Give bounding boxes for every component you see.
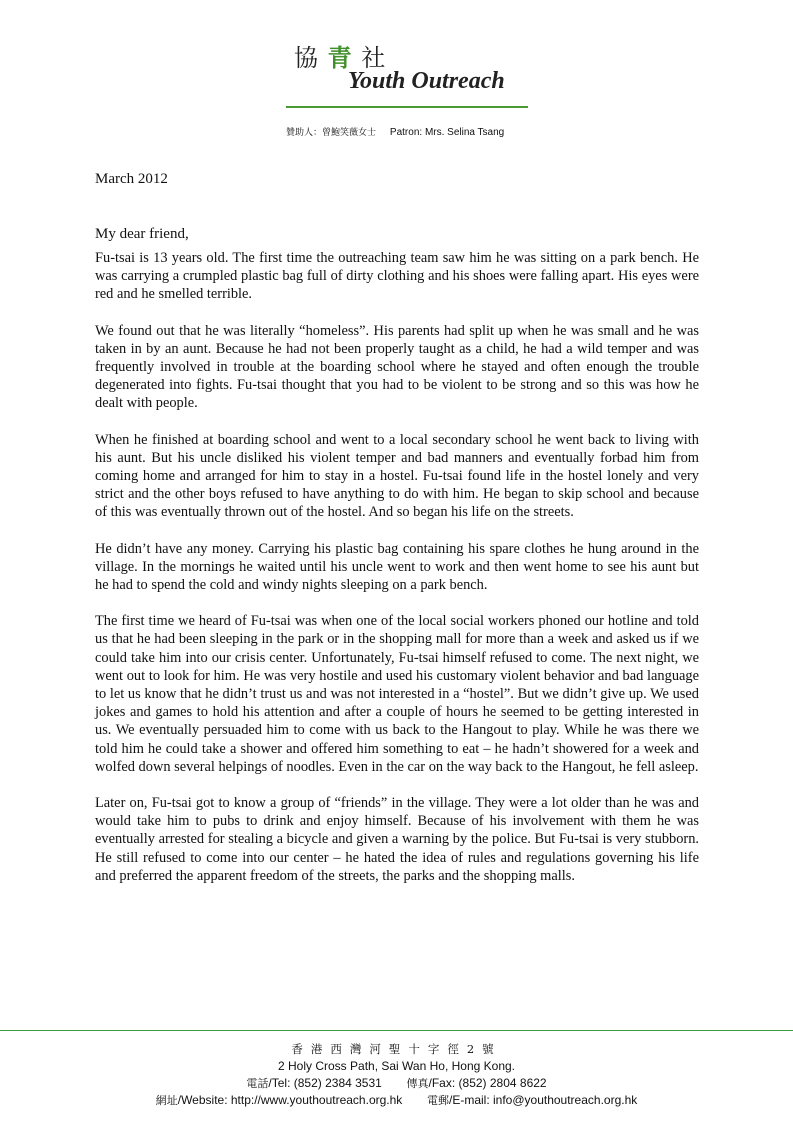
website-label-chinese: 網址 bbox=[155, 1094, 178, 1107]
logo-underline bbox=[286, 106, 528, 108]
logo-english-name: Youth Outreach bbox=[348, 68, 505, 94]
paragraph-3: When he finished at boarding school and went to a local secondary school he went back to living with his aunt. But his uncle disliked his violent temper and bad manners and eventually forbad him from coming home and arranged for him to stay in a hostel. Fu-tsai found life in the hostel lonely and very strict and the other boys refused to have anything to do with him. He began to skip school and because of this was eventually thrown out of the hostel. And so began his life on the streets. bbox=[95, 431, 699, 521]
logo-char-3: 社 bbox=[361, 44, 387, 72]
letter-salutation: My dear friend, bbox=[95, 226, 189, 242]
logo-char-1: 協 bbox=[294, 44, 319, 72]
patron-chinese: 贊助人：曾鮑笑薇女士 bbox=[286, 128, 377, 138]
footer bbox=[0, 1041, 793, 1109]
web-email-line bbox=[0, 1092, 793, 1109]
fax-number: /Fax: (852) 2804 8622 bbox=[428, 1076, 547, 1090]
email-link[interactable]: /E-mail: info@youthoutreach.org.hk bbox=[448, 1093, 638, 1107]
paragraph-2: We found out that he was literally “homeless”. His parents had split up when he was small and he was taken in by an aunt. Because he had not been properly taught as a child, he had a wild temper and was frequently involved in trouble at the boarding school where he stayed and often enough the trouble degenerated into fights. Fu-tsai thought that you had to be violent to be strong and so this was how he dealt with people. bbox=[95, 322, 699, 412]
letter-date: March 2012 bbox=[95, 171, 168, 187]
email-label-chinese: 電郵 bbox=[426, 1094, 449, 1107]
website-link[interactable]: /Website: http://www.youthoutreach.org.hk bbox=[177, 1093, 403, 1107]
paragraph-6: Later on, Fu-tsai got to know a group of “friends” in the village. They were a lot older than he was and would take him to pubs to drink and enjoy himself. Because of his involvement with them he was eventually arrested for stealing a bicycle and given a warning by the police. But Fu-tsai is very stubborn. He still refused to come into our center – he hated the idea of rules and regulations governing his life and preferred the apparent freedom of the streets, the parks and the shopping malls. bbox=[95, 795, 699, 884]
address-chinese: 香港西灣河聖十字徑2號 bbox=[291, 1042, 502, 1056]
paragraph-5: The first time we heard of Fu-tsai was when one of the local social workers phoned our hotline and told us that he had been sleeping in the park or in the shopping mall for more than a week and asked us if we could take him into our crisis center. Unfortunately, Fu-tsai himself refused to come. The next night, we went out to look for him. He was very hostile and used his customary violent behavior and bad language to let us know that he didn’t trust us and was not interested in a “hostel”. But we didn’t give up. We used jokes and games to hold his attention and after a couple of hours he seemed to be getting interested in us. We eventually persuaded him to come with us back to the Hangout to play. While he was there we told him he could take a shower and offered him something to eat – he hadn’t showered for a week and wolfed down several helpings of noodles. Even in the car on the way back to the Hangout, he fell asleep. bbox=[95, 613, 699, 775]
paragraph-1: Fu-tsai is 13 years old. The first time the outreaching team saw him he was sitting on a park bench. He was carrying a crumpled plastic bag full of dirty clothing and his shoes were falling apart. His eyes were red and he smelled terrible. bbox=[95, 250, 699, 303]
phone-fax-line bbox=[0, 1075, 793, 1092]
footer-divider bbox=[0, 1030, 793, 1031]
tel-number: /Tel: (852) 2384 3531 bbox=[268, 1076, 382, 1090]
fax-label-chinese: 傳真 bbox=[406, 1077, 429, 1090]
patron-line bbox=[286, 125, 504, 138]
paragraph-4: He didn’t have any money. Carrying his plastic bag containing his spare clothes he hung around in the village. In the mornings he waited until his uncle went to work and then went home to see his aunt but he had to spend the cold and windy nights sleeping on a park bench. bbox=[95, 540, 699, 594]
youth-outreach-logo bbox=[286, 38, 528, 110]
logo-char-2: 青 bbox=[327, 43, 353, 72]
address-english: 2 Holy Cross Path, Sai Wan Ho, Hong Kong. bbox=[278, 1059, 515, 1073]
tel-label-chinese: 電話 bbox=[246, 1077, 269, 1090]
letter-body bbox=[95, 249, 699, 903]
patron-english: Patron: Mrs. Selina Tsang bbox=[389, 127, 505, 138]
